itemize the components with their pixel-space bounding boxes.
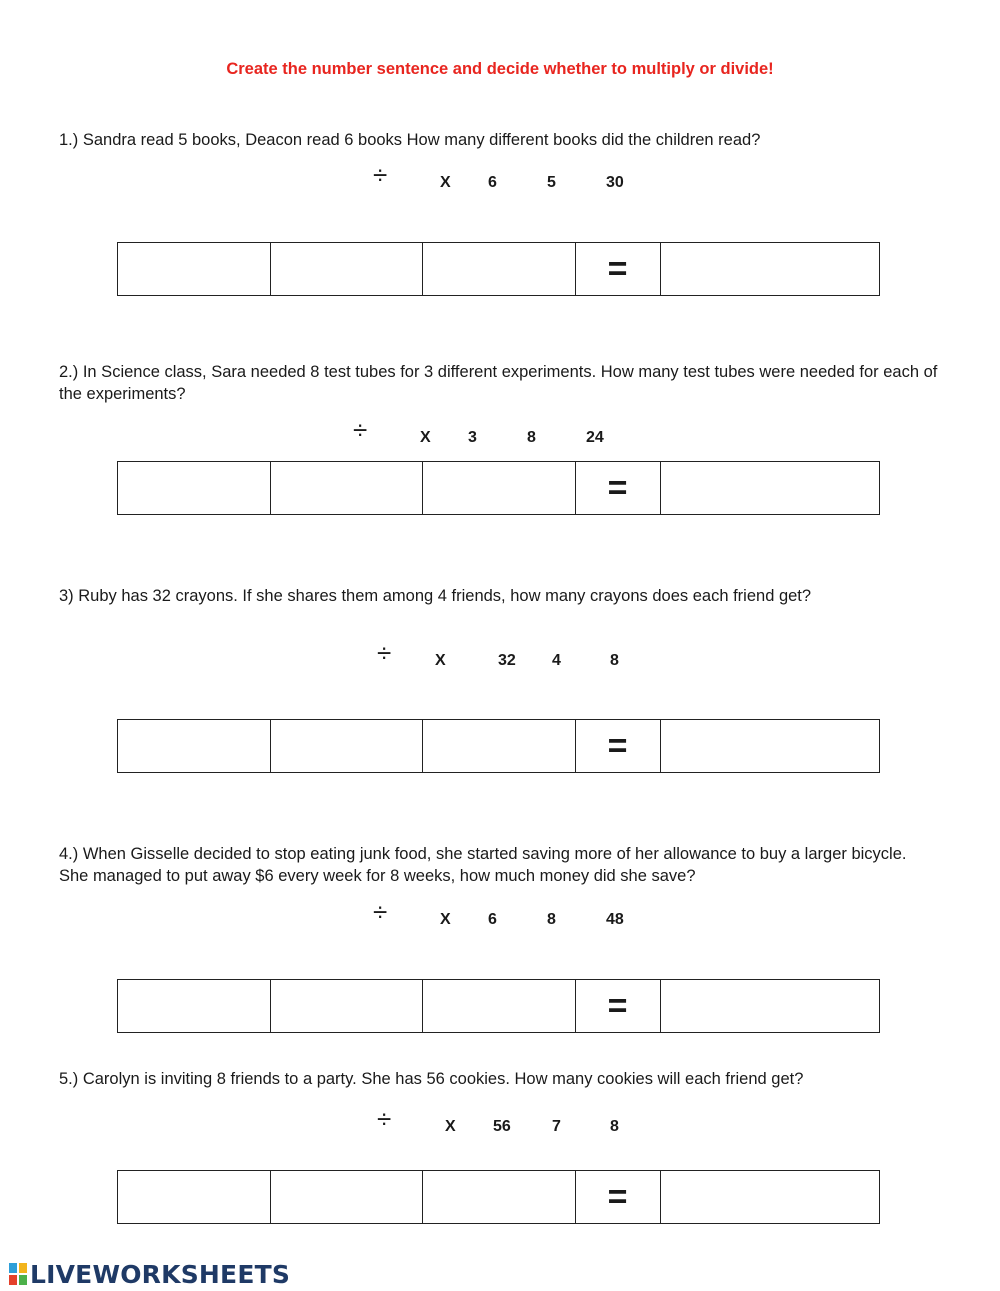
equals-sign: = [576, 462, 661, 514]
answer-drop-box-result[interactable] [661, 1171, 880, 1223]
number-tile[interactable]: 8 [610, 1118, 619, 1135]
number-tile[interactable]: 4 [552, 652, 561, 669]
answer-drop-box-3[interactable] [423, 980, 576, 1032]
liveworksheets-logo[interactable] [8, 1258, 290, 1290]
answer-drop-box-result[interactable] [661, 720, 880, 772]
question-1-tiles [370, 160, 650, 198]
liveworksheets-logo-icon [8, 1262, 28, 1286]
divide-tile[interactable]: ÷ [377, 638, 392, 668]
number-tile[interactable]: 8 [527, 429, 536, 446]
divide-tile[interactable]: ÷ [373, 160, 388, 190]
answer-drop-box-result[interactable] [661, 980, 880, 1032]
multiply-tile[interactable]: X [435, 652, 446, 669]
number-tile[interactable]: 56 [493, 1118, 511, 1135]
answer-drop-box-2[interactable] [271, 720, 424, 772]
number-tile[interactable]: 6 [488, 911, 497, 928]
number-tile[interactable]: 8 [547, 911, 556, 928]
equals-sign: = [576, 720, 661, 772]
question-2-tiles [350, 415, 630, 453]
answer-drop-box-2[interactable] [271, 462, 424, 514]
answer-drop-box-2[interactable] [271, 243, 424, 295]
answer-drop-box-3[interactable] [423, 243, 576, 295]
question-3-answer-row [117, 719, 880, 773]
question-1-answer-row [117, 242, 880, 296]
answer-drop-box-3[interactable] [423, 462, 576, 514]
number-tile[interactable]: 8 [610, 652, 619, 669]
multiply-tile[interactable]: X [440, 911, 451, 928]
question-5-text: 5.) Carolyn is inviting 8 friends to a party. She has 56 cookies. How many cookies will each friend get? [59, 1070, 804, 1088]
question-5-answer-row [117, 1170, 880, 1224]
equals-sign: = [576, 1171, 661, 1223]
question-3-tiles [374, 638, 654, 676]
logo-block [8, 1274, 18, 1286]
answer-drop-box-1[interactable] [118, 1171, 271, 1223]
answer-drop-box-result[interactable] [661, 462, 880, 514]
question-2-text: 2.) In Science class, Sara needed 8 test tubes for 3 different experiments. How many test tubes were needed for each of the experiments? [59, 363, 938, 403]
divide-tile[interactable]: ÷ [377, 1104, 392, 1134]
multiply-tile[interactable]: X [445, 1118, 456, 1135]
divide-tile[interactable]: ÷ [353, 415, 368, 445]
logo-block [18, 1262, 28, 1274]
logo-text: LIVEWORKSHEETS [30, 1259, 291, 1289]
question-1-text: 1.) Sandra read 5 books, Deacon read 6 books How many different books did the children read? [59, 131, 761, 149]
divide-tile[interactable]: ÷ [373, 897, 388, 927]
answer-drop-box-3[interactable] [423, 1171, 576, 1223]
number-tile[interactable]: 6 [488, 174, 497, 191]
number-tile[interactable]: 3 [468, 429, 477, 446]
question-4-tiles [370, 897, 650, 935]
page-title: Create the number sentence and decide whether to multiply or divide! [226, 60, 774, 78]
equals-sign: = [576, 243, 661, 295]
answer-drop-box-1[interactable] [118, 980, 271, 1032]
multiply-tile[interactable]: X [440, 174, 451, 191]
answer-drop-box-3[interactable] [423, 720, 576, 772]
answer-drop-box-1[interactable] [118, 720, 271, 772]
logo-block [18, 1274, 28, 1286]
question-2-answer-row [117, 461, 880, 515]
answer-drop-box-result[interactable] [661, 243, 880, 295]
answer-drop-box-1[interactable] [118, 462, 271, 514]
question-4-answer-row [117, 979, 880, 1033]
question-3-text: 3) Ruby has 32 crayons. If she shares them among 4 friends, how many crayons does each friend get? [59, 587, 812, 605]
answer-drop-box-1[interactable] [118, 243, 271, 295]
number-tile[interactable]: 32 [498, 652, 516, 669]
multiply-tile[interactable]: X [420, 429, 431, 446]
number-tile[interactable]: 24 [586, 429, 604, 446]
number-tile[interactable]: 30 [606, 174, 624, 191]
logo-block [8, 1262, 18, 1274]
number-tile[interactable]: 48 [606, 911, 624, 928]
answer-drop-box-2[interactable] [271, 980, 424, 1032]
number-tile[interactable]: 7 [552, 1118, 561, 1135]
question-5-tiles [374, 1104, 654, 1142]
question-4-text: 4.) When Gisselle decided to stop eating junk food, she started saving more of her allowance to buy a larger bicycle. She managed to put away $6 every week for 8 weeks, how much money did she save? [59, 845, 907, 885]
equals-sign: = [576, 980, 661, 1032]
answer-drop-box-2[interactable] [271, 1171, 424, 1223]
number-tile[interactable]: 5 [547, 174, 556, 191]
